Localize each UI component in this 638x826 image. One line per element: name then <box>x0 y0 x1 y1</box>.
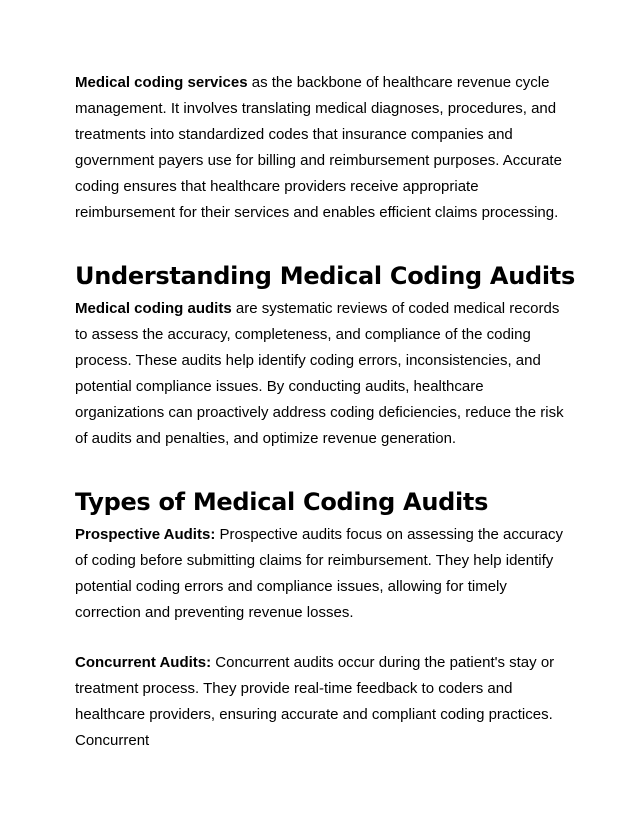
concurrent-audits-term: Concurrent Audits: <box>75 654 212 671</box>
intro-paragraph <box>75 70 575 226</box>
section-heading-understanding: Understanding Medical Coding Audits <box>75 262 575 290</box>
prospective-audits-text: Prospective audits focus on assessing the accuracy of coding before submitting claims for reimbursement. They help identify potential coding errors and compliance issues, allowing for timely correction and preventing revenue losses. <box>75 526 563 621</box>
section1-bold-term: Medical coding audits <box>75 300 232 317</box>
prospective-audits-paragraph <box>75 522 575 626</box>
document-page <box>75 70 575 754</box>
section1-text: are systematic reviews of coded medical records to assess the accuracy, completeness, and compliance of the coding process. These audits help identify coding errors, inconsistencies, and potential compliance issues. By conducting audits, healthcare organizations can proactively address coding deficiencies, reduce the risk of audits and penalties, and optimize revenue generation. <box>75 300 564 447</box>
section1-paragraph <box>75 296 575 452</box>
intro-bold-term: Medical coding services <box>75 74 248 91</box>
concurrent-audits-text: Concurrent audits occur during the patient's stay or treatment process. They provide real-time feedback to coders and healthcare providers, ensuring accurate and compliant coding practices. Concurrent <box>75 654 555 749</box>
prospective-audits-term: Prospective Audits: <box>75 526 216 543</box>
concurrent-audits-paragraph <box>75 650 575 754</box>
intro-text: as the backbone of healthcare revenue cycle management. It involves translating medical diagnoses, procedures, and treatments into standardized codes that insurance companies and government payers use for billing and reimbursement purposes. Accurate coding ensures that healthcare providers receive appropriate reimbursement for their services and enables efficient claims processing. <box>75 74 562 221</box>
section-heading-types: Types of Medical Coding Audits <box>75 488 489 516</box>
